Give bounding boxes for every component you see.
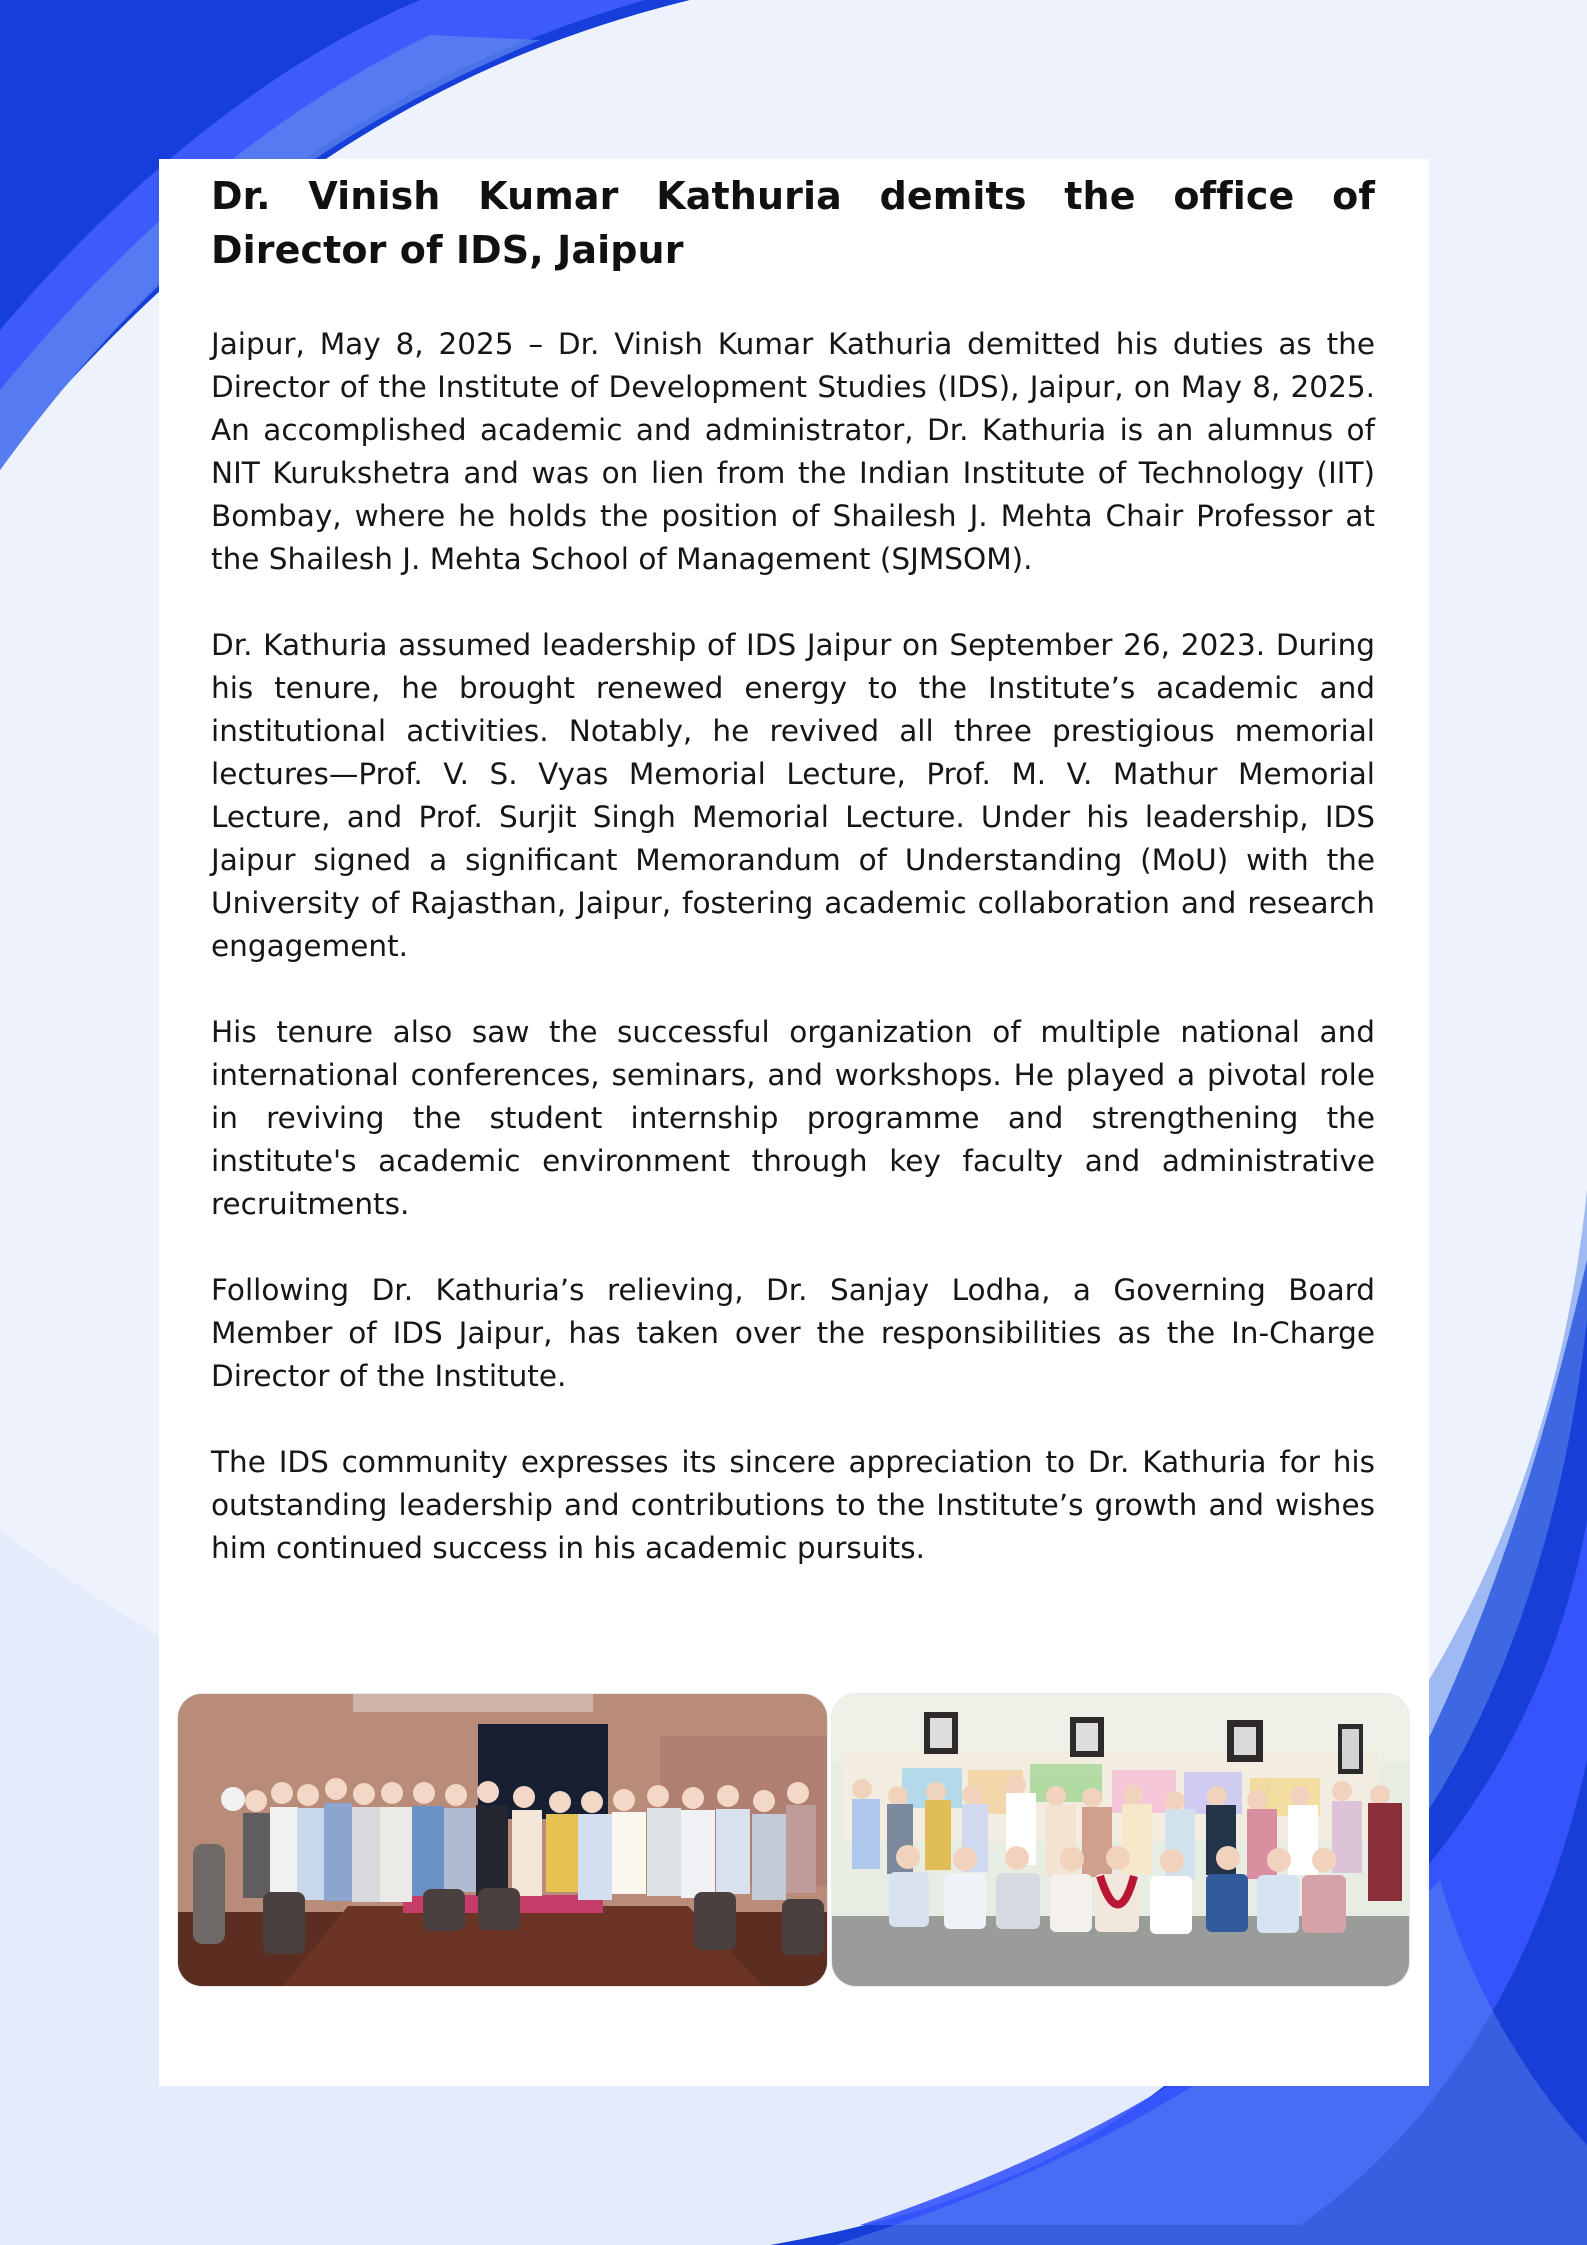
article-title: Dr. Vinish Kumar Kathuria demits the office of Director of IDS, Jaipur — [211, 174, 1375, 272]
article-paragraph-3: His tenure also saw the successful organization of multiple national and international conferences, seminars, and workshops. He played a pivotal role in reviving the student internship programme and strengthening the institute's academic environment through key faculty and administrative recruitments. — [211, 1015, 1375, 1221]
article-paragraph-1: Jaipur, May 8, 2025 – Dr. Vinish Kumar Kathuria demitted his duties as the Director of the Institute of Development Studies (IDS), Jaipur, on May 8, 2025. An accomplished academic and administrator, Dr. Kathuria is an alumnus of NIT Kurukshetra and was on lien from the Indian Institute of Technology (IIT) Bombay, where he holds the position of Shailesh J. Mehta Chair Professor at the Shailesh J. Mehta School of Management (SJMSOM). — [211, 327, 1375, 576]
article-paragraph-5: The IDS community expresses its sincere appreciation to Dr. Kathuria for his outstanding leadership and contributions to the Institute’s growth and wishes him continued success in his academic pursuits. — [211, 1445, 1375, 1565]
news-article — [211, 169, 1375, 1570]
article-paragraph-4: Following Dr. Kathuria’s relieving, Dr. Sanjay Lodha, a Governing Board Member of IDS Jaipur, has taken over the responsibilities as the In-Charge Director of the Institute. — [211, 1273, 1375, 1393]
group-photo-conference-room — [178, 1694, 827, 1986]
group-photo-seated-staff — [832, 1694, 1409, 1986]
article-card — [159, 159, 1429, 2086]
article-paragraph-2: Dr. Kathuria assumed leadership of IDS Jaipur on September 26, 2023. During his tenure, he brought renewed energy to the Institute’s academic and institutional activities. Notably, he revived all three prestigious memorial lectures—Prof. V. S. Vyas Memorial Lecture, Prof. M. V. Mathur Memorial Lecture, and Prof. Surjit Singh Memorial Lecture. Under his leadership, IDS Jaipur signed a significant Memorandum of Understanding (MoU) with the University of Rajasthan, Jaipur, fostering academic collaboration and research engagement. — [211, 628, 1375, 963]
